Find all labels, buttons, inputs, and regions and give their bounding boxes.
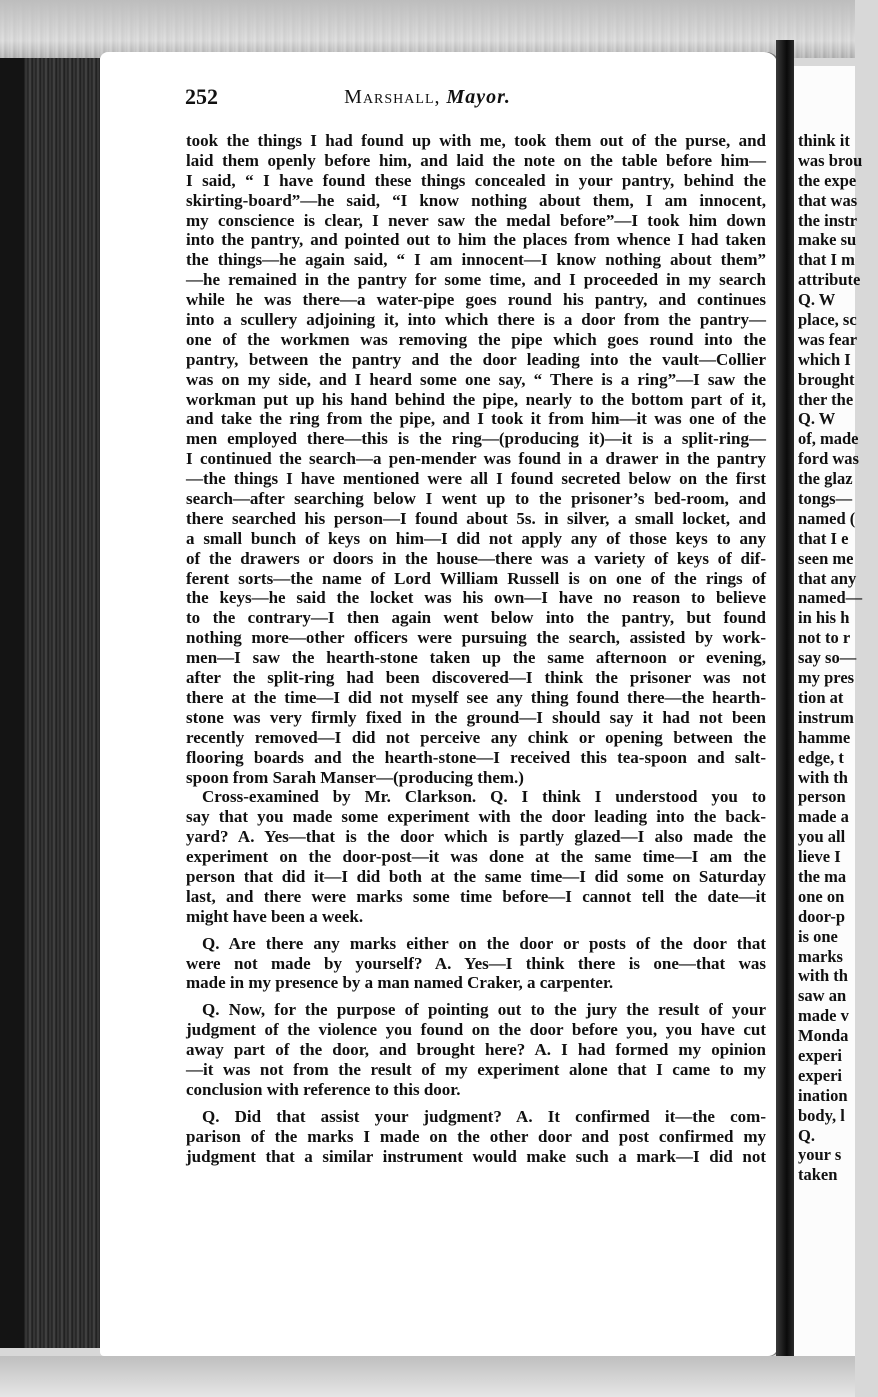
- text-line: Q. Now, for the purpose of pointing out to the jury the result of your: [202, 1000, 766, 1020]
- text-line: spoon from Sarah Manser—(producing them.): [186, 767, 524, 787]
- right-page-line: that I e: [798, 528, 849, 548]
- text-line: the keys—he said the locket was his own—I have no reason to believe: [186, 588, 766, 608]
- text-line: men employed there—this is the ring—(producing it)—it is a split-ring—: [186, 429, 766, 449]
- right-page-line: lieve I: [798, 847, 841, 867]
- right-page-line: you all: [798, 827, 846, 847]
- text-line: made in my presence by a man named Craker, a carpenter.: [186, 973, 614, 993]
- right-page-line: seen me: [798, 548, 854, 568]
- right-page-line: Monda: [798, 1026, 849, 1046]
- right-page-line: ination: [798, 1085, 848, 1105]
- text-line: say that you made some experiment with the door leading into the back-: [186, 807, 766, 827]
- text-line: pantry, between the pantry and the door leading into the vault—Collier: [186, 349, 766, 369]
- right-page-line: the instr: [798, 210, 858, 230]
- right-page-line: make su: [798, 230, 857, 250]
- right-page-line: Q. W: [798, 409, 836, 429]
- text-line: flooring boards and the hearth-stone—I received this tea-spoon and salt-: [186, 747, 766, 767]
- text-line: experiment on the door-post—it was done at the same time—I am the: [186, 847, 766, 867]
- scan-top-edge: [0, 0, 855, 58]
- text-line: took the things I had found up with me, took them out of the purse, and: [186, 131, 766, 150]
- right-page-line: ther the: [798, 389, 854, 409]
- right-page-line: experi: [798, 1045, 842, 1065]
- right-page-line: that any: [798, 568, 857, 588]
- right-page-line: the glaz: [798, 469, 853, 489]
- right-page-line: marks: [798, 946, 843, 966]
- right-page-line: tion at: [798, 687, 844, 707]
- right-page-line: made v: [798, 1006, 849, 1026]
- text-line: I said, “ I have found these things concealed in your pantry, behind the: [186, 170, 766, 190]
- text-line: last, and there were marks some time before—I cannot tell the date—it: [186, 886, 766, 906]
- text-line: I continued the search—a pen-mender was found in a drawer in the pantry: [186, 449, 766, 469]
- right-page-line: think it: [798, 131, 850, 150]
- right-page-line: the expe: [798, 170, 857, 190]
- running-head-name: Marshall,: [344, 86, 441, 108]
- right-page-line: that was: [798, 190, 858, 210]
- text-line: into a scullery adjoining it, into which there is a door from the pantry—: [186, 310, 766, 330]
- right-page-line: which I: [798, 349, 851, 369]
- right-page-line: in his h: [798, 608, 850, 628]
- text-line: laid them openly before him, and laid the note on the table before him—: [186, 150, 766, 170]
- text-line: was on my side, and I heard some one say, “ There is a ring”—I saw the: [186, 369, 766, 389]
- right-page-line: saw an: [798, 986, 847, 1006]
- text-line: Q. Are there any marks either on the door or posts of the door that: [202, 933, 766, 953]
- text-line: yard? A. Yes—that is the door which is partly glazed—I also made the: [186, 827, 766, 847]
- body-text: [186, 131, 766, 1166]
- right-page-line: not to r: [798, 628, 851, 648]
- text-line: there at the time—I did not myself see any thing found there—the hearth-: [186, 687, 766, 707]
- right-page-line: one on: [798, 886, 845, 906]
- text-line: stone was very firmly fixed in the ground—I should say it had not been: [186, 707, 766, 727]
- running-head-title: Mayor.: [446, 86, 511, 108]
- text-line: men—I saw the hearth-stone taken up the same afternoon or evening,: [186, 648, 766, 668]
- right-page-line: experi: [798, 1065, 842, 1085]
- right-page: [794, 66, 863, 1356]
- running-head: [0, 86, 855, 109]
- page-edges: [24, 58, 100, 1348]
- right-page-line: with th: [798, 767, 848, 787]
- scan-left-edge: [0, 58, 24, 1348]
- text-line: were not made by yourself? A. Yes—I think there is one—that was: [186, 953, 766, 973]
- text-line: Q. Did that assist your judgment? A. It confirmed it—the com-: [202, 1106, 766, 1126]
- right-page-line: door-p: [798, 906, 846, 926]
- text-line: one of the workmen was removing the pipe which goes round into the: [186, 329, 766, 349]
- right-page-text: [798, 131, 878, 1185]
- text-line: my conscience is clear, I never saw the medal before”—I took him down: [186, 210, 766, 230]
- right-page-line: the ma: [798, 866, 847, 886]
- text-line: parison of the marks I made on the other door and post confirmed my: [186, 1126, 766, 1146]
- book-gutter: [776, 40, 794, 1360]
- text-line: —it was not from the result of my experiment alone that I came to my: [186, 1059, 766, 1079]
- right-page-line: named—: [798, 588, 863, 608]
- text-line: a small bunch of keys on him—I did not apply any of those keys to any: [186, 528, 766, 548]
- text-line: skirting-board”—he said, “I know nothing about them, I am innocent,: [186, 190, 766, 210]
- right-page-line: made a: [798, 807, 849, 827]
- right-page-line: brought: [798, 369, 855, 389]
- text-line: might have been a week.: [186, 906, 364, 926]
- text-line: away part of the door, and brought here? A. I had formed my opinion: [186, 1040, 766, 1060]
- right-page-line: body, l: [798, 1105, 845, 1125]
- text-line: judgment that a similar instrument would make such a mark—I did not: [186, 1146, 766, 1166]
- text-line: person that did it—I did both at the same time—I did some on Saturday: [186, 866, 766, 886]
- text-line: ferent sorts—the name of Lord William Russell is on one of the rings of: [186, 568, 766, 588]
- text-line: search—after searching below I went up to the prisoner’s bed-room, and: [186, 489, 766, 509]
- right-page-line: taken: [798, 1165, 838, 1185]
- text-line: after the split-ring had been discovered—I think the prisoner was not: [186, 668, 766, 688]
- right-page-line: of, made: [798, 429, 859, 449]
- right-page-line: was brou: [798, 150, 863, 170]
- page-number: 252: [185, 84, 218, 109]
- text-line: into the pantry, and pointed out to him the places from whence I had taken: [186, 230, 766, 250]
- scan-bottom-edge: [0, 1356, 855, 1397]
- text-line: workman put up his hand behind the pipe, nearly to the bottom part of it,: [186, 389, 766, 409]
- right-page-line: say so—: [798, 648, 857, 668]
- text-line: Cross-examined by Mr. Clarkson. Q. I think I understood you to: [202, 787, 766, 807]
- text-line: the things—he again said, “ I am innocent—I know nothing about them”: [186, 250, 766, 270]
- right-page-line: named (: [798, 508, 856, 528]
- right-page-line: with th: [798, 966, 848, 986]
- right-page-line: Q. W: [798, 290, 836, 310]
- right-page-line: instrum: [798, 707, 854, 727]
- text-line: and take the ring from the pipe, and I took it from him—it was one of the: [186, 409, 766, 429]
- right-page-line: tongs—: [798, 489, 853, 509]
- text-line: while he was there—a water-pipe goes round his pantry, and continues: [186, 290, 766, 310]
- text-line: conclusion with reference to this door.: [186, 1079, 461, 1099]
- right-page-line: hamme: [798, 727, 851, 747]
- right-page-line: my pres: [798, 668, 855, 688]
- right-page-line: is one: [798, 926, 838, 946]
- text-line: recently removed—I did not perceive any chink or opening between the: [186, 727, 766, 747]
- text-line: —he remained in the pantry for some time, and I proceeded in my search: [186, 270, 766, 290]
- right-page-line: place, sc: [798, 310, 857, 330]
- right-page-line: that I m: [798, 250, 855, 270]
- right-page-line: attribute: [798, 270, 861, 290]
- right-page-line: person: [798, 787, 846, 807]
- text-line: to the contrary—I then again went below into the pantry, but found: [186, 608, 766, 628]
- text-line: nothing more—other officers were pursuing the search, assisted by work-: [186, 628, 766, 648]
- text-line: judgment of the violence you found on the door before you, you have cut: [186, 1020, 766, 1040]
- right-page-line: Q.: [798, 1125, 815, 1145]
- text-line: of the drawers or doors in the house—there was a variety of keys of dif-: [186, 548, 766, 568]
- right-page-line: ford was: [798, 449, 859, 469]
- right-page-line: edge, t: [798, 747, 844, 767]
- right-page-line: was fear: [798, 329, 858, 349]
- text-line: —the things I have mentioned were all I found secreted below on the first: [186, 469, 766, 489]
- text-line: there searched his person—I found about 5s. in silver, a small locket, and: [186, 508, 766, 528]
- right-page-line: your s: [798, 1145, 842, 1165]
